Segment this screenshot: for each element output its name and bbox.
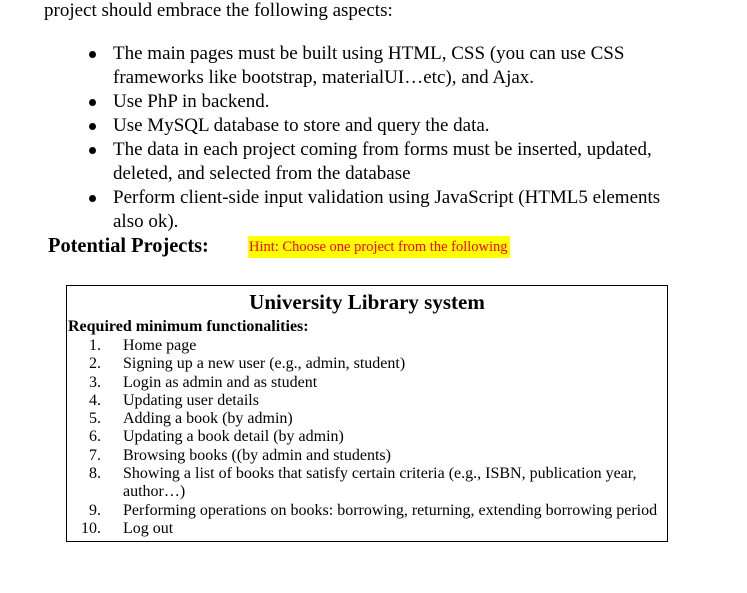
aspect-item xyxy=(0,90,673,114)
aspect-text: deleted, and selected from the database xyxy=(113,163,411,184)
item-text: Signing up a new user (e.g., admin, student) xyxy=(123,355,406,373)
item-number: 6. xyxy=(89,428,101,446)
item-number: 9. xyxy=(89,501,101,519)
aspect-item xyxy=(0,114,673,138)
potential-projects-heading: Potential Projects: xyxy=(48,233,209,257)
aspect-text: Use PhP in backend. xyxy=(113,91,270,112)
hint-highlight: Hint: Choose one project from the following xyxy=(248,236,510,258)
functionality-item xyxy=(67,520,667,538)
functionality-item xyxy=(67,447,667,465)
aspect-item xyxy=(0,138,673,186)
item-text: Login as admin and as student xyxy=(123,373,318,391)
item-text: Updating a book detail (by admin) xyxy=(123,428,344,446)
aspect-text: also ok). xyxy=(113,211,179,232)
functionalities-list xyxy=(67,337,667,538)
item-text: Browsing books ((by admin and students) xyxy=(123,446,391,464)
item-text: Showing a list of books that satisfy certain criteria (e.g., ISBN, publication year, xyxy=(123,465,637,483)
project-box xyxy=(66,285,668,542)
requirements-label: Required minimum functionalities: xyxy=(68,318,309,335)
item-text: Adding a book (by admin) xyxy=(123,410,293,428)
aspects-list xyxy=(0,42,747,234)
functionality-item xyxy=(67,374,667,392)
functionality-item xyxy=(67,337,667,355)
item-number: 5. xyxy=(89,410,101,428)
bullet-icon xyxy=(89,51,96,58)
aspect-item xyxy=(0,42,673,90)
intro-text: project should embrace the following aspects: xyxy=(44,0,393,21)
aspect-item xyxy=(0,186,673,234)
item-number: 2. xyxy=(89,355,101,373)
item-text: Home page xyxy=(123,337,197,354)
item-text: Log out xyxy=(123,519,174,537)
functionality-item xyxy=(67,502,667,520)
item-text: Performing operations on books: borrowing, returning, extending borrowing period xyxy=(123,501,658,519)
bullet-icon xyxy=(89,195,96,202)
aspect-text: frameworks like bootstrap, materialUI…etc), and Ajax. xyxy=(113,67,535,88)
functionality-item xyxy=(67,410,667,428)
bullet-icon xyxy=(89,123,96,130)
item-number: 8. xyxy=(89,465,101,483)
functionality-item xyxy=(67,392,667,410)
functionality-item xyxy=(67,428,667,446)
aspect-text: The data in each project coming from forms must be inserted, updated, xyxy=(113,139,652,160)
item-number: 4. xyxy=(89,391,101,409)
aspect-text: Use MySQL database to store and query the data. xyxy=(113,115,490,136)
functionality-item xyxy=(67,465,667,502)
bullet-icon xyxy=(89,99,96,106)
item-text: author…) xyxy=(123,483,186,501)
item-number: 3. xyxy=(89,373,101,391)
item-number: 10. xyxy=(81,519,101,537)
item-number: 1. xyxy=(89,337,101,354)
bullet-icon xyxy=(89,147,96,154)
functionality-item xyxy=(67,355,667,373)
aspect-text: Perform client-side input validation using JavaScript (HTML5 elements xyxy=(113,187,661,208)
project-title: University Library system xyxy=(249,290,485,314)
item-number: 7. xyxy=(89,446,101,464)
item-text: Updating user details xyxy=(123,391,259,409)
aspect-text: The main pages must be built using HTML, CSS (you can use CSS xyxy=(113,43,625,64)
